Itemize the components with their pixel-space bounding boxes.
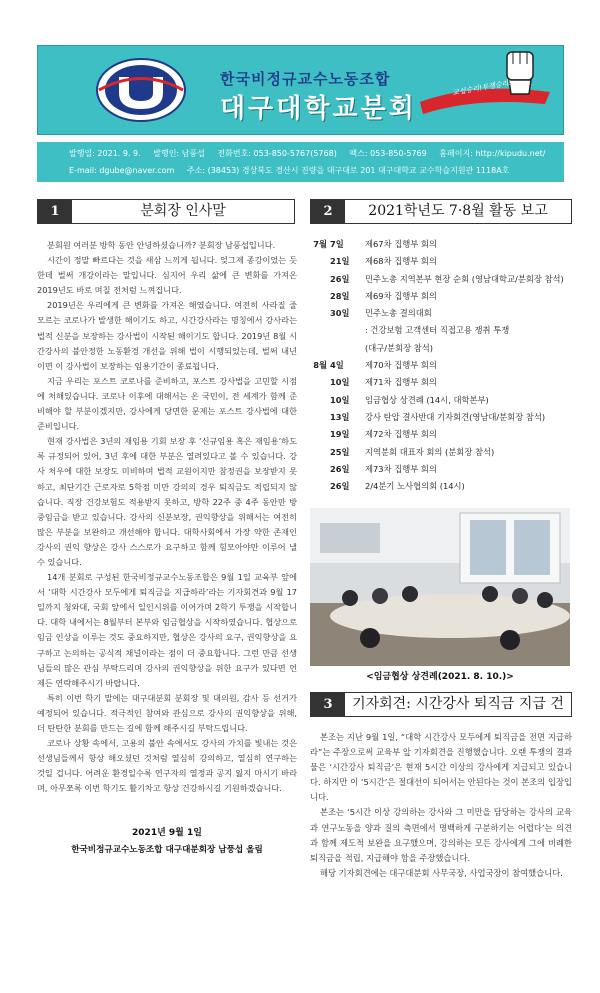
- schedule-day: 30일: [330, 308, 350, 319]
- union-name: 한국비정규교수노동조합: [220, 70, 391, 88]
- greeting-body: [37, 238, 297, 796]
- schedule-text: (대구/분회장 참석): [365, 342, 434, 353]
- schedule-text: 민주노총 결의대회: [365, 308, 432, 319]
- schedule-row: [310, 255, 572, 272]
- schedule-text: 제68차 집행부 회의: [365, 256, 437, 267]
- schedule-month: 8월: [313, 360, 327, 371]
- press-paragraph: 본조는 지난 9월 1일, “대학 시간강사 모두에게 퇴직금을 전면 지급하라”는 주장으로써 교육부 앞 기자회견을 진행했습니다. 오랜 투쟁의 결과물은 ‘시간강사 퇴직금’은 현재 5시간 이상의 강사에게 지급되고 있습니다. 하지만 이 ‘5시간’은 절대선이 되어서는 안된다는 것이 본조의 입장입니다.: [310, 732, 572, 803]
- schedule-row: [310, 428, 572, 445]
- schedule-row: [310, 394, 572, 411]
- press-paragraph: 해당 기자회견에는 대구대분회 사무국장, 사업국장이 참여했습니다.: [320, 867, 563, 878]
- schedule-row: [310, 359, 572, 376]
- schedule-row: [310, 290, 572, 307]
- schedule-row: [310, 446, 572, 463]
- section-3-header: [310, 692, 572, 717]
- fax: 팩스: 053-850-5769: [349, 149, 427, 158]
- schedule-row: [310, 411, 572, 428]
- schedule-row: [310, 238, 572, 255]
- publication-info-bar: [37, 142, 564, 182]
- greeting-paragraph: 현재 강사법은 3년의 재임용 기회 보장 후 ‘신규임용 혹은 재임용’하도록 규정되어 있어, 3년 후에 대한 부분은 열려있다고 볼 수 있습니다. 강사 처우에 대한 보장도 미비하며 법적 교원이지만 참정권을 보장받지 못하고, 최단기간 근로자로 5학점 미만 강의의 경우 퇴직금도 적립되지 않습니다. 직장 건강보험도 적용받지 못하고, 방학 22주 중 4주 동안만 방중임금을 받고 있습니다. 강사의 신분보장, 권익향상을 위해서는 여전히 많은 부분을 보완하고 개선해야 합니다. 대학사회에서 가장 약한 존재인 강사의 권익 향상은 강사 스스로가 요구하고 함께 힘모아야만 이루어 낼 수 있습니다.: [37, 436, 297, 567]
- greeting-paragraph: 14개 분회로 구성된 한국비정규교수노동조합은 9월 1일 교육부 앞에서 ‘대학 시간강사 모두에게 퇴직금을 지급하라’라는 기자회견과 9월 17일까지 청와대, 국회 앞에서 일인시위를 이어가며 2학기 투쟁을 시작합니다. 대학 내에서는 8월부터 본부와 임금협상을 시작하였습니다. 협상으로 임금 인상을 이루는 것도 중요하지만, 협상은 강사의 요구, 권익향상을 요구하고 논의하는 공식적 채널이라는 점이 더 중요합니다. 그런 만큼 선생님들의 많은 관심 부탁드리며 강사의 권익향상을 위한 요구가 있다면 언제든 연락해주시기 바랍니다.: [37, 572, 297, 688]
- schedule-day: 26일: [330, 463, 350, 474]
- email-link[interactable]: E-mail: dgube@naver.com: [69, 166, 175, 175]
- address: 주소: (38453) 경상북도 경산시 진량읍 대구대로 201 대구대학교 교수학습지원관 1118A호: [186, 166, 510, 175]
- schedule-text: 제73차 집행부 회의: [365, 463, 437, 474]
- schedule-text: 임금협상 상견례 (14시, 대학본부): [365, 394, 489, 405]
- greeting-paragraph: 시간이 정말 빠르다는 것을 새삼 느끼게 됩니다. 엊그제 종강이었는 듯한데 벌써 개강이라는 말입니다. 심지어 우리 삶에 큰 변화를 가져온 2019년도 바로 며칠 전처럼 느껴집니다.: [37, 255, 297, 296]
- ribbon-slogan: 교섭승리!투쟁승리!: [451, 78, 512, 98]
- schedule-text: 민주노총 지역본부 현장 순회 (영남대학교/분회장 참석): [365, 273, 564, 284]
- schedule-row: [310, 463, 572, 480]
- schedule-text: 제72차 집행부 회의: [365, 429, 437, 440]
- section-1-header: [37, 199, 295, 224]
- schedule-text: 제71차 집행부 회의: [365, 377, 437, 388]
- section-3-number: 3: [311, 693, 345, 716]
- schedule-row: [310, 324, 572, 341]
- schedule-day: 26일: [330, 273, 350, 284]
- schedule-row: [310, 342, 572, 359]
- schedule-day: 21일: [330, 256, 350, 267]
- info-row-1: [69, 148, 555, 159]
- section-2-number: 2: [311, 200, 345, 223]
- schedule-row: [310, 307, 572, 324]
- photo-caption: <임금협상 상견례(2021. 8. 10.)>: [366, 672, 514, 682]
- greeting-paragraph: 특히 이번 학기 말에는 대구대분회 분회장 및 대의원, 감사 등 선거가 예정되어 있습니다. 적극적인 참여와 관심으로 강사의 권익향상을 위해, 더 탄탄한 분회를 만드는 길에 함께 해주시길 부탁드립니다.: [37, 692, 297, 733]
- schedule-day: 10일: [330, 394, 350, 405]
- union-logo-icon: [95, 57, 187, 123]
- activity-schedule: [310, 238, 572, 497]
- section-3-title: 기자회견: 시간강사 퇴직금 지급 건: [352, 696, 564, 712]
- greeting-paragraph: 지금 우리는 포스트 코로나를 준비하고, 포스트 강사법을 고민할 시점에 처해있습니다. 코로나 이후에 대해서는 온 국민이, 전 세계가 함께 준비해야 할 부분이겠지만, 강사에게 당면한 문제는 포스트 강사법에 대한 준비입니다.: [37, 375, 297, 432]
- schedule-day: 26일: [330, 481, 350, 492]
- press-conference-body: [310, 730, 572, 881]
- schedule-day: 7일: [330, 239, 344, 249]
- schedule-month: 7월: [313, 239, 327, 249]
- info-row-2: [69, 165, 519, 176]
- schedule-day: 28일: [330, 290, 350, 301]
- section-2-header: [310, 199, 572, 224]
- meeting-photo: [310, 508, 570, 666]
- schedule-row: [310, 376, 572, 393]
- schedule-row: [310, 273, 572, 290]
- schedule-text: 제67차 집행부 회의: [365, 239, 437, 249]
- greeting-paragraph: 코로나 상황 속에서, 고용의 불안 속에서도 강사의 가치를 빛내는 것은 선생님들께서 항상 해오셨던 것처럼 열심히 강의하고, 열심히 연구하는 것일 겁니다. 어려운 환경일수록 연구자의 열정과 공지 잃지 마시기 바라며, 아무쪼록 이번 학기도 활기차고 항상 건강하시길 기원하겠습니다.: [37, 738, 297, 794]
- section-1-title: 분회장 인사말: [140, 203, 226, 219]
- section-2-title: 2021학년도 7·8월 활동 보고: [368, 203, 548, 219]
- schedule-text: 강사 탄압 결사반대 기자회견(영남대/분회장 참석): [365, 411, 546, 422]
- publish-date: 발행일: 2021. 9. 9.: [69, 149, 141, 158]
- schedule-day: 4일: [330, 360, 344, 371]
- section-1-number: 1: [38, 200, 72, 223]
- schedule-day: 19일: [330, 429, 350, 440]
- signature-date: 2021년 9월 1일: [132, 828, 202, 838]
- schedule-text: 지역분회 대표자 회의 (분회장 참석): [365, 446, 495, 457]
- schedule-text: 2/4분기 노사협의회 (14시): [365, 481, 465, 492]
- press-paragraph: 본조는 ‘5시간 이상 강의하는 강사와 그 미만을 담당하는 강사의 교육과 연구노동을 양과 질의 측면에서 명백하게 구분하기는 어렵다’는 의견과 함께 제도적 보완을 요구했으며, 강의하는 모든 강사에게 그에 비례한 퇴직금을 적립, 지급해야 함을 주장했습니다.: [310, 807, 572, 863]
- publisher: 발행인: 남풍섭: [153, 149, 205, 158]
- branch-name: 대구대학교분회: [220, 94, 417, 124]
- schedule-text: : 건강보험 고객센터 직접고용 쟁취 투쟁: [365, 325, 510, 336]
- signature-author: 한국비정규교수노동조합 대구대분회장 남풍섭 올림: [71, 845, 263, 855]
- greeting-paragraph: 2019년은 우리에게 큰 변화를 가져온 해였습니다. 여전히 사라질 줄 모르는 코로나가 발생한 해이기도 하고, 시간강사라는 명칭에서 강사라는 법적 신분을 보장하는 강사법이 시작된 해이기도 합니다. 2019년 8월 시간강사의 불안정한 노동환경 개선을 위해 법이 시행되었는데, 벌써 내년이면 이 강사법이 보장하는 임용기간이 종료됩니다.: [37, 300, 297, 371]
- schedule-row: [310, 480, 572, 497]
- schedule-text: 제70차 집행부 회의: [365, 360, 437, 371]
- homepage-link[interactable]: 홈페이지: http://kipudu.net/: [439, 149, 546, 158]
- phone: 전화번호: 053-850-5767(5768): [217, 149, 337, 158]
- schedule-day: 13일: [330, 411, 350, 422]
- schedule-day: 10일: [330, 377, 350, 388]
- greeting-paragraph: 분회원 여러분 방학 동안 안녕하셨습니까? 분회장 남풍섭입니다.: [47, 240, 276, 250]
- schedule-day: 25일: [330, 446, 350, 457]
- schedule-text: 제69차 집행부 회의: [365, 290, 437, 301]
